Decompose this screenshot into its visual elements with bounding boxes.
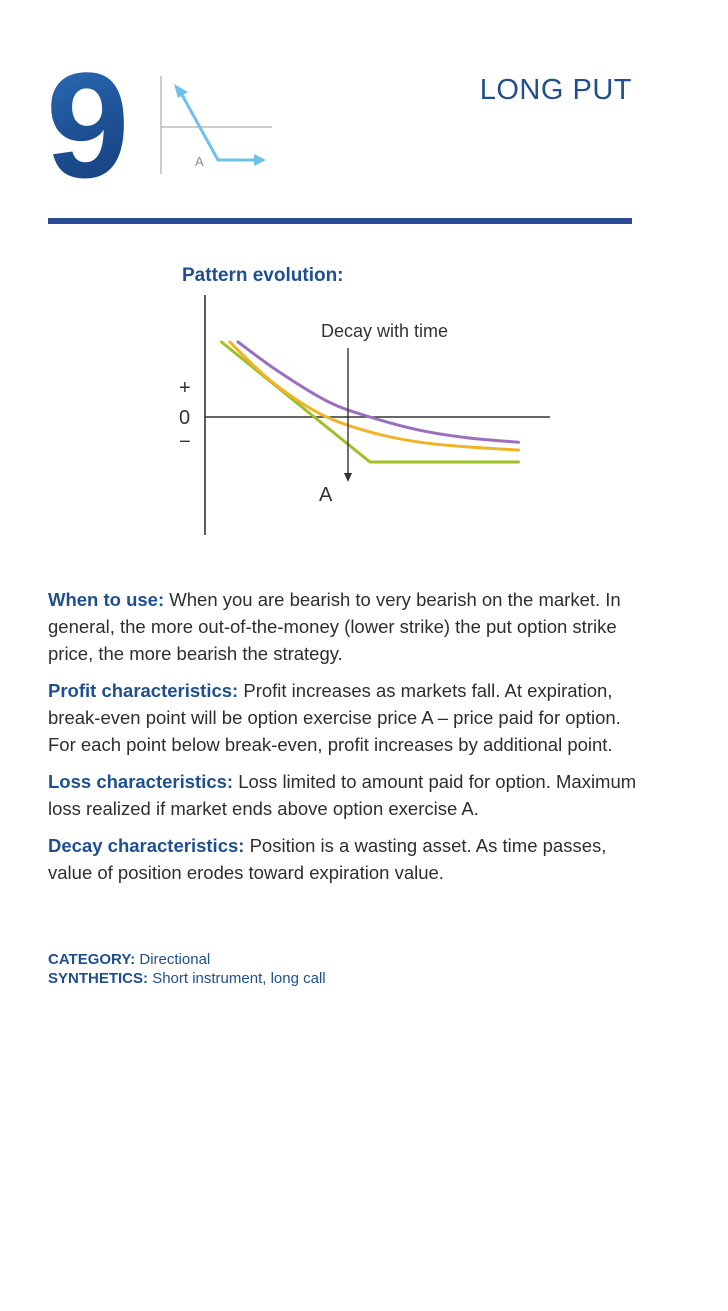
- decay-annotation: Decay with time: [321, 321, 449, 341]
- synthetics-line: [48, 969, 326, 988]
- strategy-meta: [48, 950, 326, 988]
- long-put-icon: [150, 70, 280, 180]
- series-line-middle: [230, 342, 519, 450]
- category-value: Directional: [139, 951, 211, 968]
- loss-label: Loss characteristics:: [48, 771, 234, 792]
- when-to-use-label: When to use:: [48, 589, 165, 610]
- page-title: LONG PUT: [479, 74, 632, 106]
- profit-label: Profit characteristics:: [48, 680, 239, 701]
- when-to-use-text: When you are bearish to very bearish on the market. In general, the more out-of-the-money (lower strike) the put option strike price, the more bearish the strategy.: [48, 589, 621, 664]
- decay-paragraph: [48, 832, 648, 886]
- y-tick-zero: 0: [179, 407, 191, 429]
- icon-arrow-right: [254, 154, 266, 166]
- synthetics-label: SYNTHETICS:: [48, 970, 149, 987]
- profit-paragraph: [48, 677, 648, 758]
- strike-label-a: A: [319, 484, 333, 506]
- decay-label: Decay characteristics:: [48, 835, 245, 856]
- strategy-description: [48, 586, 648, 896]
- loss-paragraph: [48, 768, 648, 822]
- strategy-number: 9: [46, 41, 126, 209]
- decay-arrow-head: [344, 473, 352, 482]
- category-line: [48, 950, 326, 969]
- loss-text: Loss limited to amount paid for option. Maximum loss realized if market ends above option exercise A.: [48, 771, 637, 819]
- series-line-expiration: [222, 342, 519, 462]
- synthetics-value: Short instrument, long call: [152, 970, 326, 987]
- icon-arrow-up: [174, 84, 188, 98]
- series-line-time-value: [238, 342, 519, 442]
- title-divider: [48, 218, 632, 224]
- y-tick-minus: −: [179, 431, 191, 453]
- profit-text: Profit increases as markets fall. At expiration, break-even point will be option exercise price A – price paid for option. For each point below break-even, profit increases by additional point.: [48, 680, 621, 755]
- y-tick-plus: +: [179, 377, 191, 399]
- chart-title: Pattern evolution:: [182, 265, 344, 286]
- series-layer: [222, 342, 519, 462]
- category-label: CATEGORY:: [48, 951, 136, 968]
- decay-text: Position is a wasting asset. As time passes, value of position erodes toward expiration value.: [48, 835, 607, 883]
- icon-strike-label: A: [195, 154, 204, 169]
- pattern-evolution-chart: [160, 290, 580, 550]
- when-to-use-paragraph: [48, 586, 648, 667]
